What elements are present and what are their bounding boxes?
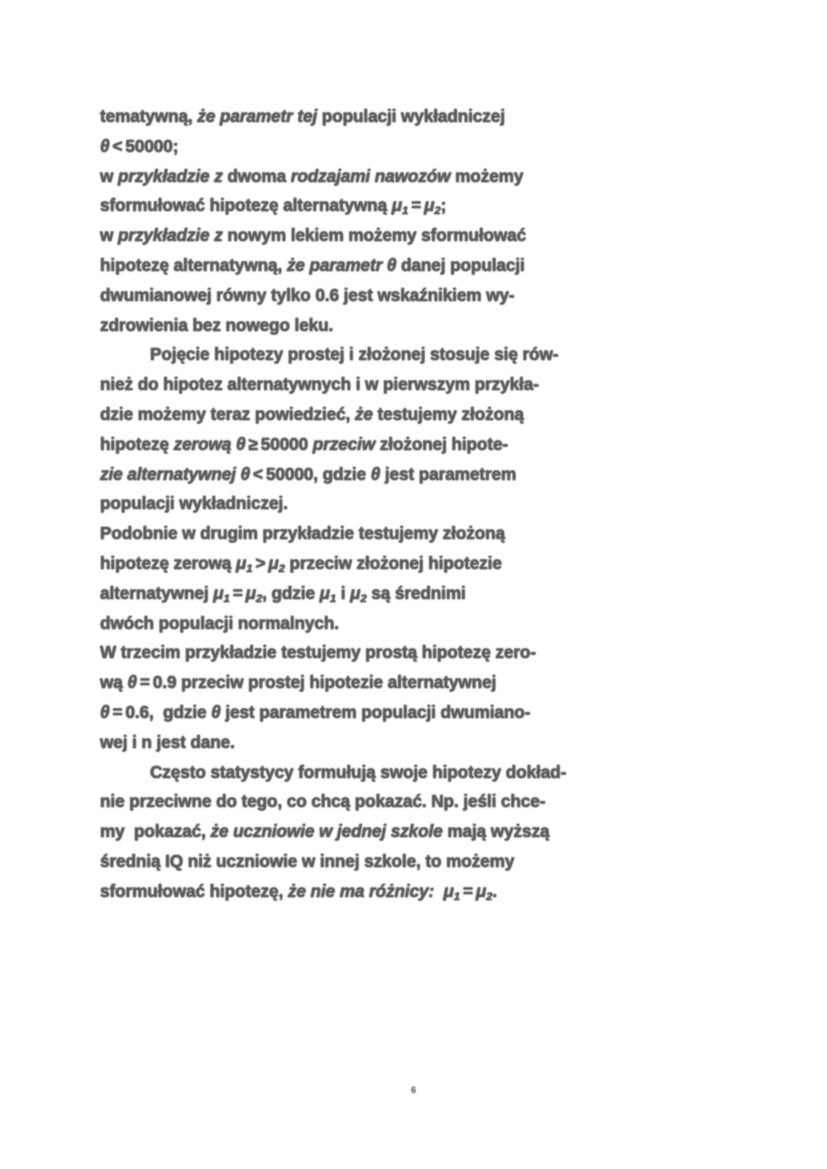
text-line: θ = 0.6, gdzie θ jest parametrem populacji dwumiano- xyxy=(100,701,531,722)
text-line: wą θ = 0.9 przeciw prostej hipotezie alternatywnej xyxy=(100,672,497,693)
text-line: dzie możemy teraz powiedzieć, że testujemy złożoną xyxy=(100,403,524,424)
page-number: 6 xyxy=(410,1085,416,1095)
text-line: Często statystycy formułują swoje hipotezy dokład- xyxy=(150,761,567,782)
text-line: hipotezę alternatywną, że parametr θ danej populacji xyxy=(100,254,525,275)
text-line: zie alternatywnej θ < 50000, gdzie θ jest parametrem xyxy=(100,463,517,484)
text-line: sformułować hipotezę, że nie ma różnicy: $\mu_1 = \mu_2$. xyxy=(100,880,498,903)
text-line: zdrowienia bez nowego leku. xyxy=(100,314,334,335)
text-line: W trzecim przykładzie testujemy prostą hipotezę zero- xyxy=(100,642,536,663)
text-line: alternatywnej $\mu_1 = \mu_2$, gdzie $\mu_1$ i $\mu_2$ są średnimi xyxy=(100,582,466,605)
body-text xyxy=(100,102,708,907)
text-line: tematywną, że parametr tej populacji wykładniczej xyxy=(100,106,505,126)
text-line: nież do hipotez alternatywnych i w pierwszym przykła- xyxy=(100,374,539,395)
text-line: w przykładzie z dwoma rodzajami nawozów możemy xyxy=(100,165,524,186)
text-line: wej i n jest dane. xyxy=(100,731,235,752)
text-line: hipotezę zerową $\mu_1 > \mu_2$ przeciw złożonej hipotezie xyxy=(100,552,502,576)
text-line: w przykładzie z nowym lekiem możemy sformułować xyxy=(100,225,527,246)
text-line: średnią IQ niż uczniowie w innej szkole, to możemy xyxy=(100,850,515,871)
text-line: sformułować hipotezę alternatywną $\mu_1 = \mu_2$; xyxy=(100,195,447,218)
text-line: Pojęcie hipotezy prostej i złożonej stosuje się rów- xyxy=(150,344,559,365)
text-line: dwumianowej równy tylko 0.6 jest wskaźnikiem wy- xyxy=(100,284,515,305)
text-line: populacji wykładniczej. xyxy=(100,493,288,514)
text-line: nie przeciwne do tego, co chcą pokazać. Np. jeśli chce- xyxy=(100,791,546,812)
text-line: dwóch populacji normalnych. xyxy=(100,612,339,633)
text-line: hipotezę zerową θ ≥ 50000 przeciw złożonej hipote- xyxy=(100,433,509,454)
text-line: θ < 50000; xyxy=(100,135,179,156)
text-line: my pokazać, że uczniowie w jednej szkole mają wyższą xyxy=(100,821,550,842)
text-line: Podobnie w drugim przykładzie testujemy złożoną xyxy=(100,523,505,544)
